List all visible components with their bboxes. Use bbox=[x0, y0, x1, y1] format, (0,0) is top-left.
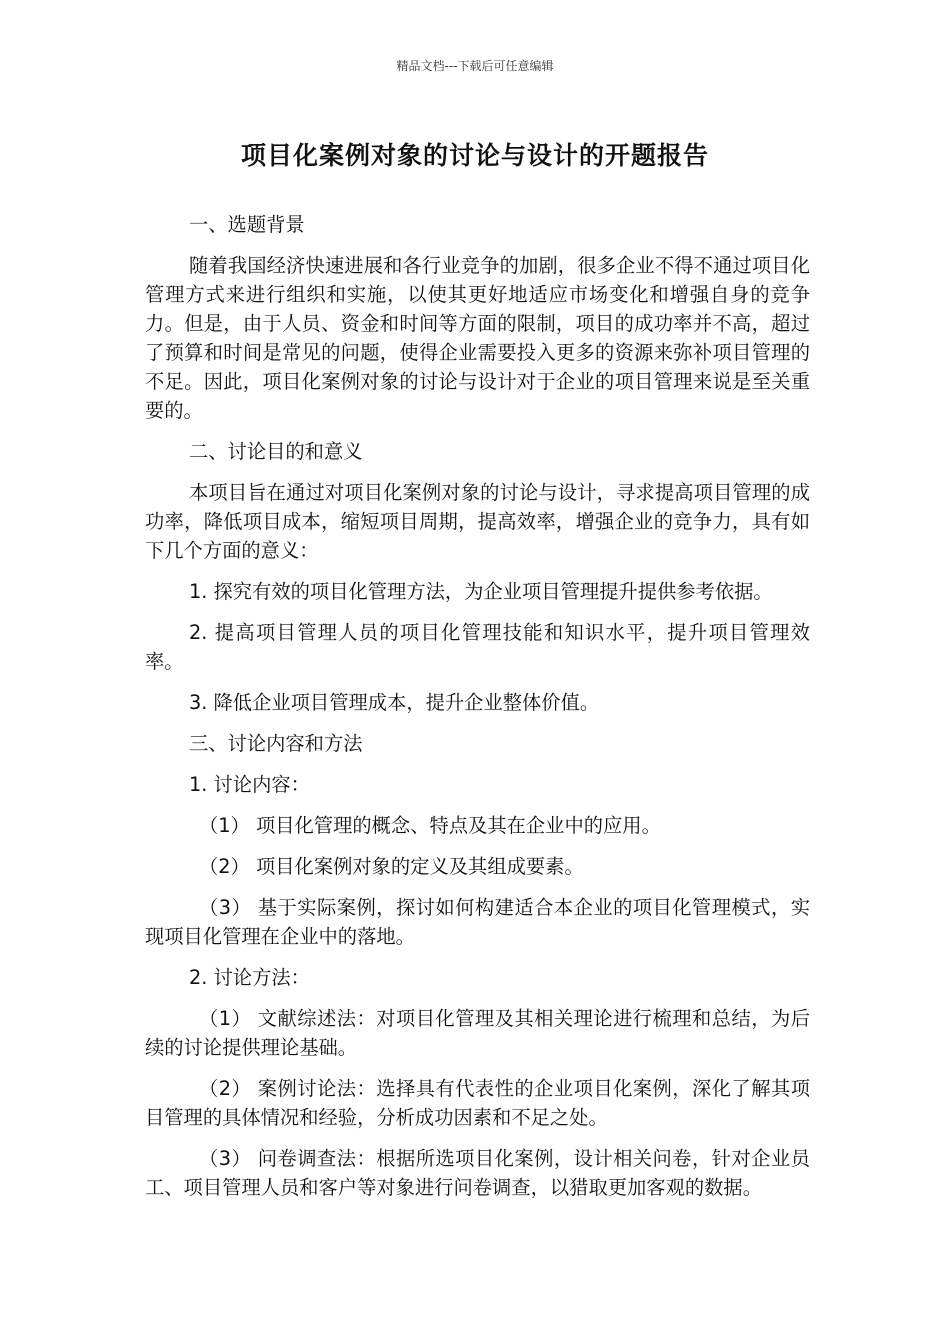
list-item-content-2: （2） 项目化案例对象的定义及其组成要素。 bbox=[199, 855, 584, 878]
paragraph-background: 随着我国经济快速进展和各行业竞争的加剧，很多企业不得不通过项目化管理方式来进行组织和实施，以使其更好地适应市场变化和增强自身的竞争力。但是，由于人员、资金和时间等方面的限制，项目的成功率并不高，超过了预算和时间是常见的问题，使得企业需要投入更多的资源来弥补项目管理的不足。因此，项目化案例对象的讨论与设计对于企业的项目管理来说是至关重要的。 bbox=[145, 254, 810, 422]
subheading-content: 1. 讨论内容： bbox=[189, 773, 310, 796]
page-header: 精品文档---下载后可任意编辑 bbox=[396, 59, 554, 73]
section-heading-purpose: 二、讨论目的和意义 bbox=[189, 440, 363, 463]
list-item-method-2: （2） 案例讨论法：选择具有代表性的企业项目化案例，深化了解其项目管理的具体情况和经验，分析成功因素和不足之处。 bbox=[145, 1077, 810, 1129]
subheading-methods: 2. 讨论方法： bbox=[189, 966, 310, 989]
list-item-significance-1: 1. 探究有效的项目化管理方法，为企业项目管理提升提供参考依据。 bbox=[189, 580, 773, 603]
section-heading-background: 一、选题背景 bbox=[189, 213, 305, 236]
paragraph-purpose: 本项目旨在通过对项目化案例对象的讨论与设计，寻求提高项目管理的成功率，降低项目成本，缩短项目周期，提高效率，增强企业的竞争力，具有如下几个方面的意义： bbox=[145, 481, 810, 562]
list-item-content-1: （1） 项目化管理的概念、特点及其在企业中的应用。 bbox=[199, 814, 661, 837]
document-body bbox=[145, 210, 810, 1214]
list-item-content-3: （3） 基于实际案例，探讨如何构建适合本企业的项目化管理模式，实现项目化管理在企业中的落地。 bbox=[145, 896, 810, 948]
document-title: 项目化案例对象的讨论与设计的开题报告 bbox=[240, 141, 709, 170]
list-item-significance-3: 3. 降低企业项目管理成本，提升企业整体价值。 bbox=[189, 691, 600, 714]
list-item-method-1: （1） 文献综述法：对项目化管理及其相关理论进行梳理和总结，为后续的讨论提供理论基础。 bbox=[145, 1007, 810, 1059]
list-item-significance-2: 2. 提高项目管理人员的项目化管理技能和知识水平，提升项目管理效率。 bbox=[145, 621, 810, 673]
list-item-method-3: （3） 问卷调查法：根据所选项目化案例，设计相关问卷，针对企业员工、项目管理人员和客户等对象进行问卷调查，以猎取更加客观的数据。 bbox=[145, 1147, 810, 1199]
section-heading-content-methods: 三、讨论内容和方法 bbox=[189, 732, 363, 755]
